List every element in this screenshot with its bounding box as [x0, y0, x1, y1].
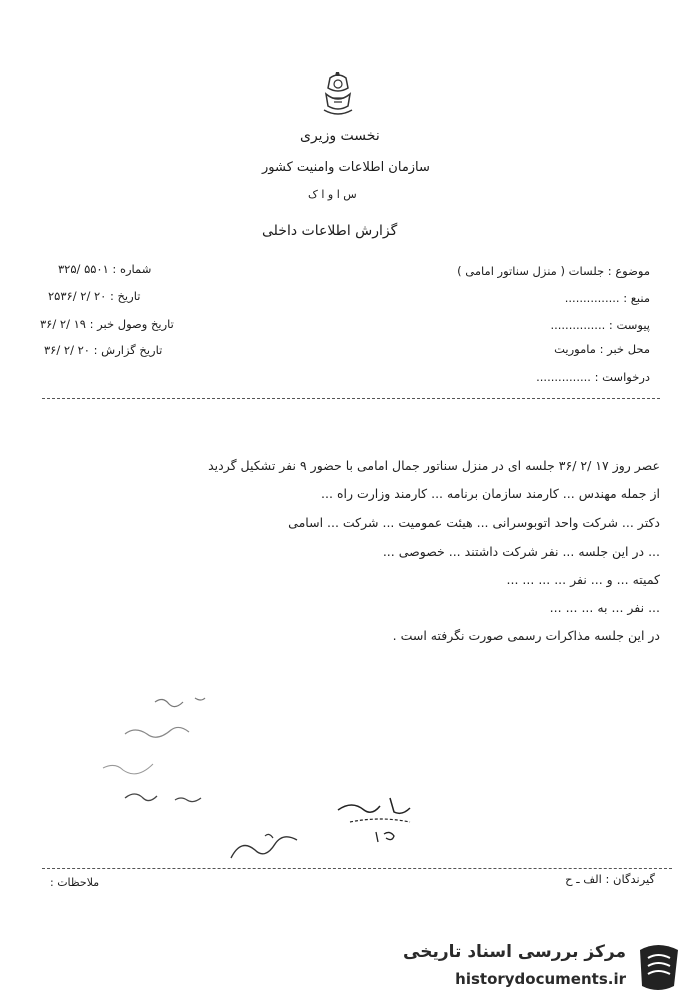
meta-origin: محل خبر : ماموریت — [554, 342, 650, 356]
meta-number: شماره : ۵۵۰۱ /۳۲۵ — [58, 262, 152, 276]
meta-receipt-date: تاریخ وصول خبر : ۱۹ /۲ /۳۶ — [40, 317, 174, 331]
body-line-5: کمیته ... و ... نفر ... ... ... ... — [506, 572, 660, 587]
handwritten-signature-initials — [330, 788, 430, 848]
archive-logo-icon — [632, 940, 684, 994]
letterhead-organization: سازمان اطلاعات وامنیت کشور — [262, 160, 430, 175]
handwritten-margin-note — [95, 690, 255, 820]
body-line-3: دکتر ... شرکت واحد اتوبوسرانی ... هیئت عمومیت ... شرکت ... اسامی — [288, 515, 660, 530]
letterhead-acronym: س ا و ا ک — [308, 188, 357, 201]
body-line-4: ... در این جلسه ... نفر شرکت داشتند ... خصوصی ... — [382, 544, 660, 559]
watermark-url: historydocuments.ir — [455, 970, 626, 988]
meta-date: تاریخ : ۲۰ /۲ /۲۵۳۶ — [48, 289, 141, 303]
lion-and-sun-emblem-icon — [318, 70, 358, 118]
body-line-2: از جمله مهندس ... کارمند سازمان برنامه ... کارمند وزارت راه ... — [321, 486, 660, 501]
archive-watermark — [403, 936, 688, 998]
letterhead-report-type: گزارش اطلاعات داخلی — [262, 223, 398, 239]
body-line-1: عصر روز ۱۷ /۲ /۳۶ جلسه ای در منزل سناتور جمال امامی با حضور ۹ نفر تشکیل گردید — [208, 458, 660, 473]
meta-attachment: پیوست : ............... — [550, 318, 650, 332]
body-line-6: ... نفر ... به ... ... ... — [549, 600, 660, 615]
footer-recipients: گیرندگان : الف ـ ح — [565, 872, 655, 886]
footer-remarks: ملاحظات : — [50, 876, 100, 889]
letterhead-ministry: نخست وزیری — [300, 128, 380, 144]
watermark-title: مرکز بررسی اسناد تاریخی — [403, 942, 626, 962]
handwritten-signature — [225, 828, 305, 868]
body-line-7: در این جلسه مذاکرات رسمی صورت نگرفته است . — [392, 628, 660, 643]
meta-source: منبع : ............... — [564, 291, 650, 305]
footer-divider — [42, 868, 672, 869]
meta-attention: درخواست : ............... — [536, 370, 650, 384]
meta-subject: موضوع : جلسات ( منزل سناتور امامی ) — [457, 264, 650, 278]
header-divider — [42, 398, 660, 399]
meta-report-date: تاریخ گزارش : ۲۰ /۲ /۳۶ — [44, 343, 163, 357]
